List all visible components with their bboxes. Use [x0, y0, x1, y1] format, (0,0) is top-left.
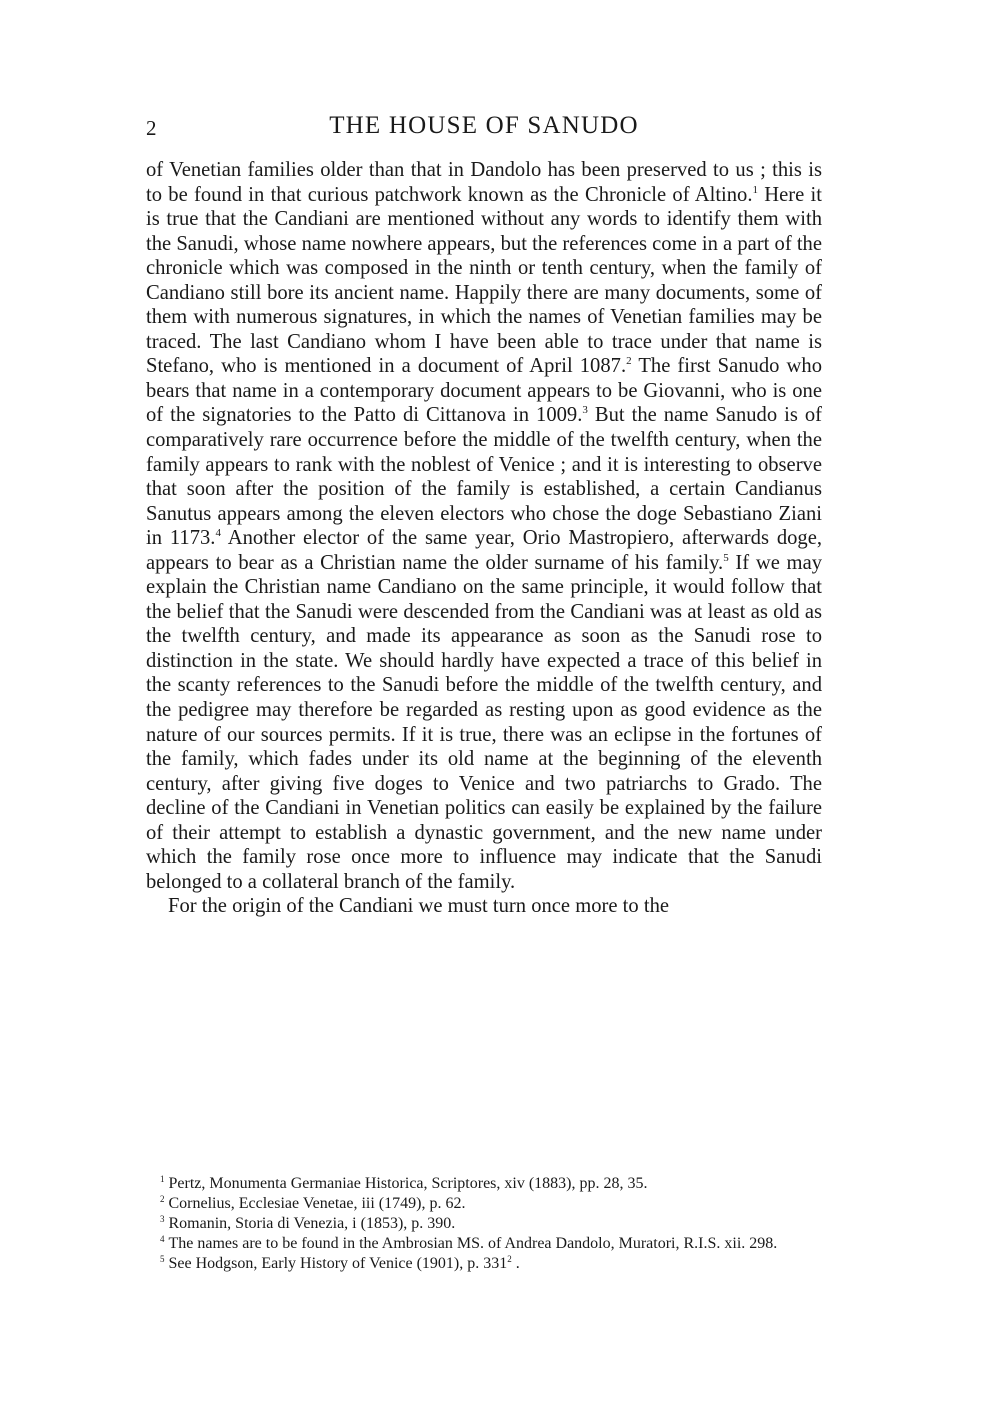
footnote: [146, 1214, 822, 1234]
footnote-tail: .: [515, 1255, 520, 1272]
body-text: [146, 158, 822, 919]
footnote-tail-sup: 2: [507, 1253, 512, 1264]
footnote-mark: 2: [160, 1193, 165, 1204]
footnote-text: The names are to be found in the Ambrosian MS. of Andrea Dandolo, Muratori, R.I.S. xii. 298.: [168, 1235, 778, 1252]
running-title: THE HOUSE OF SANUDO: [329, 112, 639, 139]
footnote-ref-3: 3: [582, 404, 588, 417]
text-run: Here it is true that the Candiani are mentioned without any words to identify them with the Sanudi, whose name nowhere appears, but the references come in a part of the chronicle which was composed in the ninth or tenth century, when the family of Candiano still bore its ancient name. Happily there are many documents, some of them with numerous signatures, in which the names of Venetian families may be traced. The last Candiano whom I have been able to trace under that name is Stefano, who is mentioned in a document of April 1087.: [146, 183, 822, 378]
footnote-mark: 1: [160, 1173, 165, 1184]
footnote-ref-1: 1: [752, 183, 758, 196]
footnote-text: See Hodgson, Early History of Venice (1901), p. 331: [168, 1255, 508, 1272]
footnote: [146, 1194, 822, 1214]
page-header: [146, 112, 822, 142]
text-run: Another elector of the same year, Orio Mastropiero, afterwards doge, appears to bear as a Christian name the older surname of his family.: [146, 527, 822, 574]
footnote-ref-5: 5: [723, 551, 729, 564]
footnote: [146, 1254, 822, 1274]
footnote-ref-4: 4: [215, 527, 221, 540]
page-number: 2: [146, 116, 157, 140]
text-run: But the name Sanudo is of comparatively rare occurrence before the middle of the twelfth century, when the family appears to rank with the noblest of Venice ; and it is interesting to observe that soon after the position of the family is established, a certain Candianus Sanutus appears among the eleven electors who chose the doge Sebastiano Ziani in 1173.: [146, 404, 822, 550]
footnote-mark: 5: [160, 1253, 165, 1264]
footnote-mark: 3: [160, 1213, 165, 1224]
paragraph: For the origin of the Candiani we must turn once more to the: [168, 895, 670, 918]
paragraph: [146, 158, 822, 894]
text-run: The first Sanudo who bears that name in a contemporary document appears to be Giovanni, who is one of the signatories to the Patto di Cittanova in 1009.: [146, 355, 822, 427]
text-run: If we may explain the Christian name Candiano on the same principle, it would follow that the belief that the Sanudi were descended from the Candiani was at least as old as the twelfth century, and made its appearance as soon as the Sanudi rose to distinction in the state. We should hardly have expected a trace of this belief in the scanty references to the Sanudi before the middle of the twelfth century, and the pedigree may therefore be regarded as resting upon as good evidence as the nature of our sources permits. If it is true, there was an eclipse in the fortunes of the family, which fades under its old name at the beginning of the eleventh century, after giving five doges to Venice and two patriarchs to Grado. The decline of the Candiani in Venetian politics can easily be explained by the failure of their attempt to establish a dynastic government, and the new name under which the family rose once more to influence may indicate that the Sanudi belonged to a collateral branch of the family.: [146, 551, 823, 893]
footnote-text: Pertz, Monumenta Germaniae Historica, Scriptores, xiv (1883), pp. 28, 35.: [168, 1175, 648, 1192]
footnote: [146, 1234, 822, 1254]
footnote: [146, 1174, 822, 1194]
footnote-ref-2: 2: [626, 355, 632, 368]
text-run: of Venetian families older than that in Dandolo has been preserved to us ; this is to be found in that curious patchwork known as the Chronicle of Altino.: [146, 159, 822, 206]
footnote-mark: 4: [160, 1233, 165, 1244]
footnotes: [146, 1174, 822, 1274]
footnote-text: Cornelius, Ecclesiae Venetae, iii (1749), p. 62.: [168, 1195, 466, 1212]
footnote-text: Romanin, Storia di Venezia, i (1853), p. 390.: [168, 1215, 456, 1232]
